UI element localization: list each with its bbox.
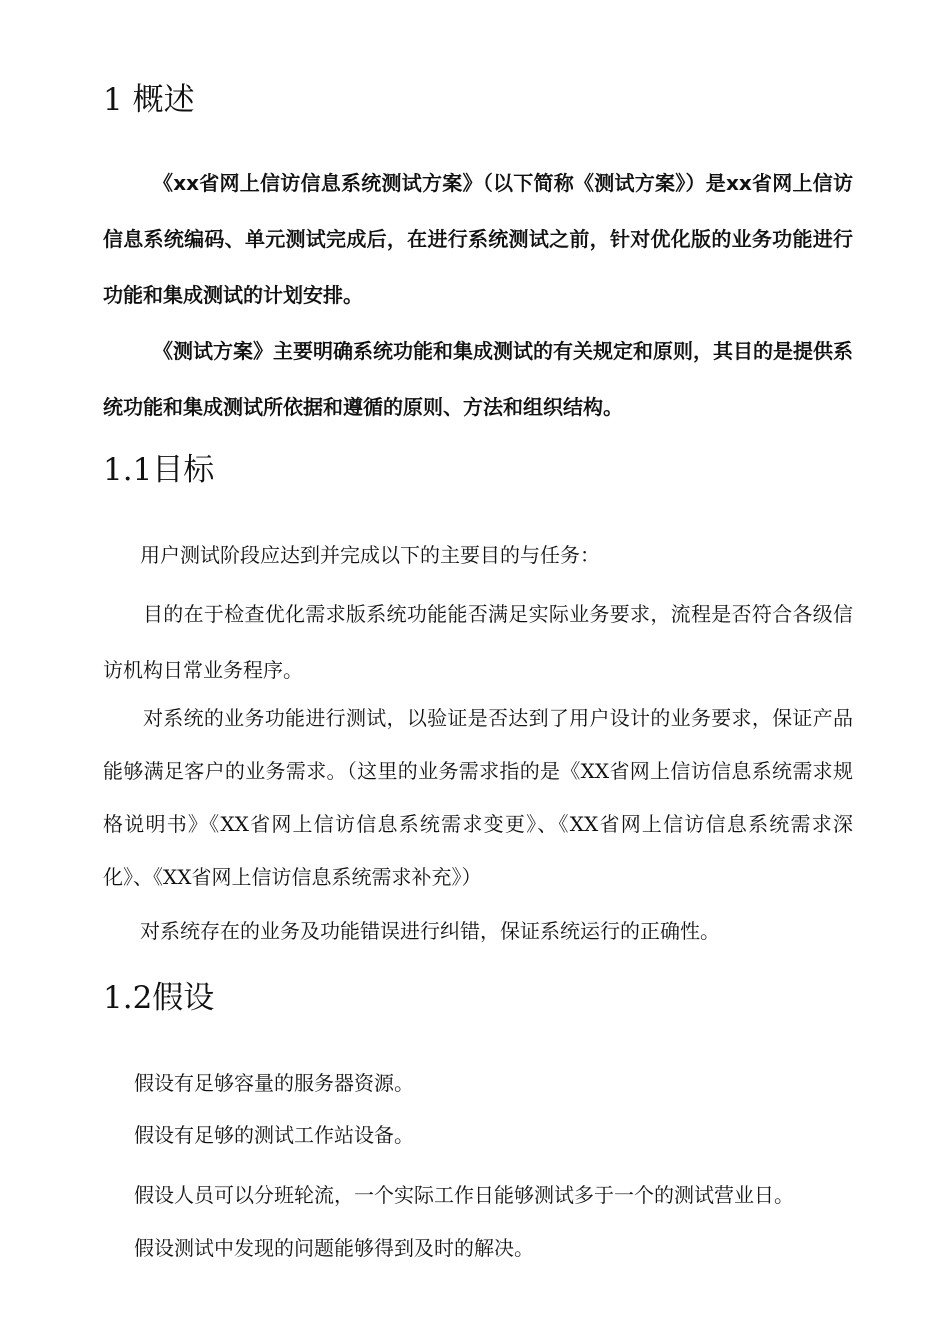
assumption-item-1: 假设有足够容量的服务器资源。 bbox=[134, 1071, 414, 1095]
section-heading-goals: 1.1目标 bbox=[103, 452, 215, 488]
section-heading-assumptions: 1.2假设 bbox=[103, 980, 215, 1016]
section-heading-overview: 1 概述 bbox=[103, 82, 195, 118]
assumption-item-2: 假设有足够的测试工作站设备。 bbox=[134, 1123, 414, 1147]
assumption-item-4: 假设测试中发现的问题能够得到及时的解决。 bbox=[134, 1236, 534, 1260]
goals-intro: 用户测试阶段应达到并完成以下的主要目的与任务： bbox=[140, 543, 600, 567]
overview-paragraph-2: 《测试方案》主要明确系统功能和集成测试的有关规定和原则，其目的是提供系统功能和集成测试所依据和遵循的原则、方法和组织结构。 bbox=[103, 339, 853, 419]
goals-paragraph-3: 对系统存在的业务及功能错误进行纠错，保证系统运行的正确性。 bbox=[140, 919, 720, 943]
overview-paragraph-1: 《xx省网上信访信息系统测试方案》（以下简称《测试方案》）是xx省网上信访信息系统编码、单元测试完成后，在进行系统测试之前，针对优化版的业务功能进行功能和集成测试的计划安排。 bbox=[103, 171, 853, 307]
assumption-item-3: 假设人员可以分班轮流，一个实际工作日能够测试多于一个的测试营业日。 bbox=[134, 1183, 794, 1207]
goals-paragraph-1: 目的在于检查优化需求版系统功能能否满足实际业务要求，流程是否符合各级信访机构日常业务程序。 bbox=[103, 602, 853, 682]
goals-paragraph-2: 对系统的业务功能进行测试，以验证是否达到了用户设计的业务要求，保证产品能够满足客户的业务需求。（这里的业务需求指的是《XX省网上信访信息系统需求规格说明书》《XX省网上信访信息系统需求变更》、《XX省网上信访信息系统需求深化》、《XX省网上信访信息系统需求补充》） bbox=[103, 706, 853, 889]
